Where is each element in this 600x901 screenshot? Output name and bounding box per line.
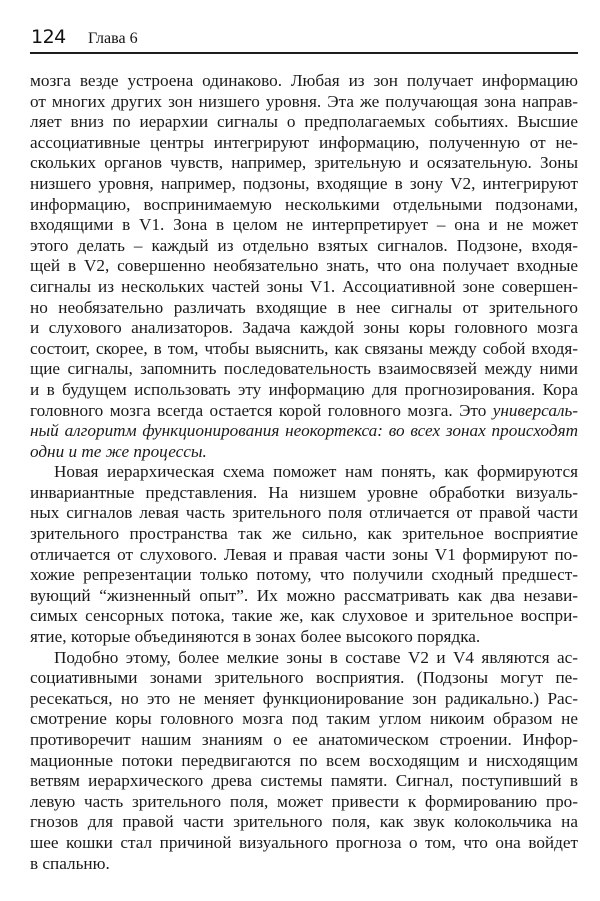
text-line <box>30 401 578 422</box>
text-run: Подобно этому, более мелкие зоны в составе V2 и V4 являются ас- <box>54 647 578 667</box>
text-line <box>30 854 578 875</box>
text-line <box>30 133 578 154</box>
text-line <box>30 298 578 319</box>
text-run: отличается от слухового. Левая и правая части зоны V1 формируют по- <box>30 544 578 564</box>
text-run: вующий “жизненный опыт”. Их можно рассматривать как два незави- <box>30 585 578 605</box>
text-line <box>30 421 578 442</box>
text-line <box>30 153 578 174</box>
text-run: зрительного пространства так же сильно, как зрительное восприятие <box>30 524 578 544</box>
text-run: и слухового анализаторов. Задача каждой зоны коры головного мозга <box>30 318 578 338</box>
text-line <box>30 503 578 524</box>
text-run: и в будущем использовать эту информацию для прогнозирования. Кора <box>30 379 578 399</box>
text-run: левую часть зрительного поля, может привести к формированию про- <box>30 791 578 811</box>
italic-emphasis: универсаль- <box>492 400 578 420</box>
text-run: этого делать – каждый из отдельно взятых сигналов. Подзоне, входя- <box>30 235 578 255</box>
text-line <box>30 565 578 586</box>
text-line <box>30 730 578 751</box>
text-run: входящими в V1. Зона в целом не интерпретирует – она и не может <box>30 215 578 235</box>
text-run: ресекаться, но это не меняет функционирование зон радикально.) Рас- <box>30 688 578 708</box>
text-line <box>30 462 578 483</box>
body-text <box>30 71 578 874</box>
text-line <box>30 256 578 277</box>
text-line <box>30 442 578 463</box>
text-run: ятие, которые объединяются в зонах более высокого порядка. <box>30 627 481 647</box>
text-run: мационные потоки передвигаются по всем восходящим и нисходящим <box>30 750 578 770</box>
italic-emphasis: одни и те же процессы. <box>30 441 207 461</box>
text-line <box>30 195 578 216</box>
text-run: гнозов для правой части зрительного поля, как звук колокольчика на <box>30 812 578 832</box>
text-run: социативными зонами зрительного восприятия. (Подзоны могут пе- <box>30 668 578 688</box>
text-line <box>30 483 578 504</box>
text-line <box>30 792 578 813</box>
chapter-title: Глава 6 <box>88 30 138 47</box>
text-line <box>30 359 578 380</box>
text-line <box>30 709 578 730</box>
text-run: головного мозга всегда остается корой головного мозга. Это <box>30 400 493 420</box>
text-line <box>30 586 578 607</box>
text-run: смотрение коры головного мозга под таким углом никоим образом не <box>30 709 578 729</box>
text-run: ных сигналов левая часть зрительного поля отличается от правой части <box>30 503 578 523</box>
text-run: щие сигналы, запомнить последовательность взаимосвязей между ними <box>30 359 578 379</box>
text-run: от многих других зон низшего уровня. Эта же получающая зона направ- <box>30 91 578 111</box>
text-line <box>30 174 578 195</box>
text-run: инвариантные представления. На низшем уровне обработки визуаль- <box>30 482 578 502</box>
text-run: скольких органов чувств, например, зрительную и осязательную. Зоны <box>30 153 578 173</box>
text-line <box>30 545 578 566</box>
text-line <box>30 524 578 545</box>
text-run: но необязательно различать входящие в нее сигналы от зрительного <box>30 297 578 317</box>
text-line <box>30 318 578 339</box>
text-run: состоит, скорее, в том, чтобы выяснить, как связаны между собой входя- <box>30 338 578 358</box>
text-run: ассоциативные центры интегрируют информацию, полученную от не- <box>30 132 578 152</box>
page-number: 124 <box>31 26 66 48</box>
text-line <box>30 71 578 92</box>
text-run: информацию, воспринимаемую несколькими отдельными подзонами, <box>30 194 578 214</box>
text-line <box>30 751 578 772</box>
text-run: низшего уровня, например, подзоны, входящие в зону V2, интегрируют <box>30 173 578 193</box>
text-run: шее кошки стал причиной визуального прогноза о том, что она войдет <box>30 832 578 852</box>
text-run: мозга везде устроена одинаково. Любая из зон получает информацию <box>30 71 578 90</box>
text-run: Новая иерархическая схема поможет нам понять, как формируются <box>54 462 578 482</box>
text-line <box>30 92 578 113</box>
text-run: ляет вниз по иерархии сигналы о предполагаемых событиях. Высшие <box>30 112 578 132</box>
text-line <box>30 380 578 401</box>
text-line <box>30 833 578 854</box>
text-line <box>30 668 578 689</box>
text-run: сигналы из нескольких частей зоны V1. Ассоциативной зоне совершен- <box>30 276 578 296</box>
text-line <box>30 812 578 833</box>
text-run: противоречит нашим знаниям о ее анатомическом строении. Инфор- <box>30 730 578 749</box>
text-line <box>30 339 578 360</box>
text-run: в спальню. <box>30 853 110 873</box>
text-line <box>30 689 578 710</box>
text-line <box>30 112 578 133</box>
text-run: щей в V2, совершенно необязательно знать, что она получает входные <box>30 256 578 276</box>
text-run: ветвям иерархического древа системы памяти. Сигнал, поступивший в <box>30 771 578 791</box>
text-line <box>30 215 578 236</box>
running-header <box>30 26 578 52</box>
text-run: хожие репрезентации только потому, что получили сходный предшест- <box>30 565 578 585</box>
text-line <box>30 236 578 257</box>
text-line <box>30 627 578 648</box>
text-line <box>30 648 578 669</box>
italic-emphasis: ный алгоритм функционирования неокортекса: во всех зонах происходят <box>30 421 578 441</box>
text-line <box>30 771 578 792</box>
text-line <box>30 277 578 298</box>
text-run: симых сенсорных потока, такие же, как слуховое и зрительное воспри- <box>30 606 578 626</box>
text-line <box>30 606 578 627</box>
header-rule <box>30 52 578 54</box>
